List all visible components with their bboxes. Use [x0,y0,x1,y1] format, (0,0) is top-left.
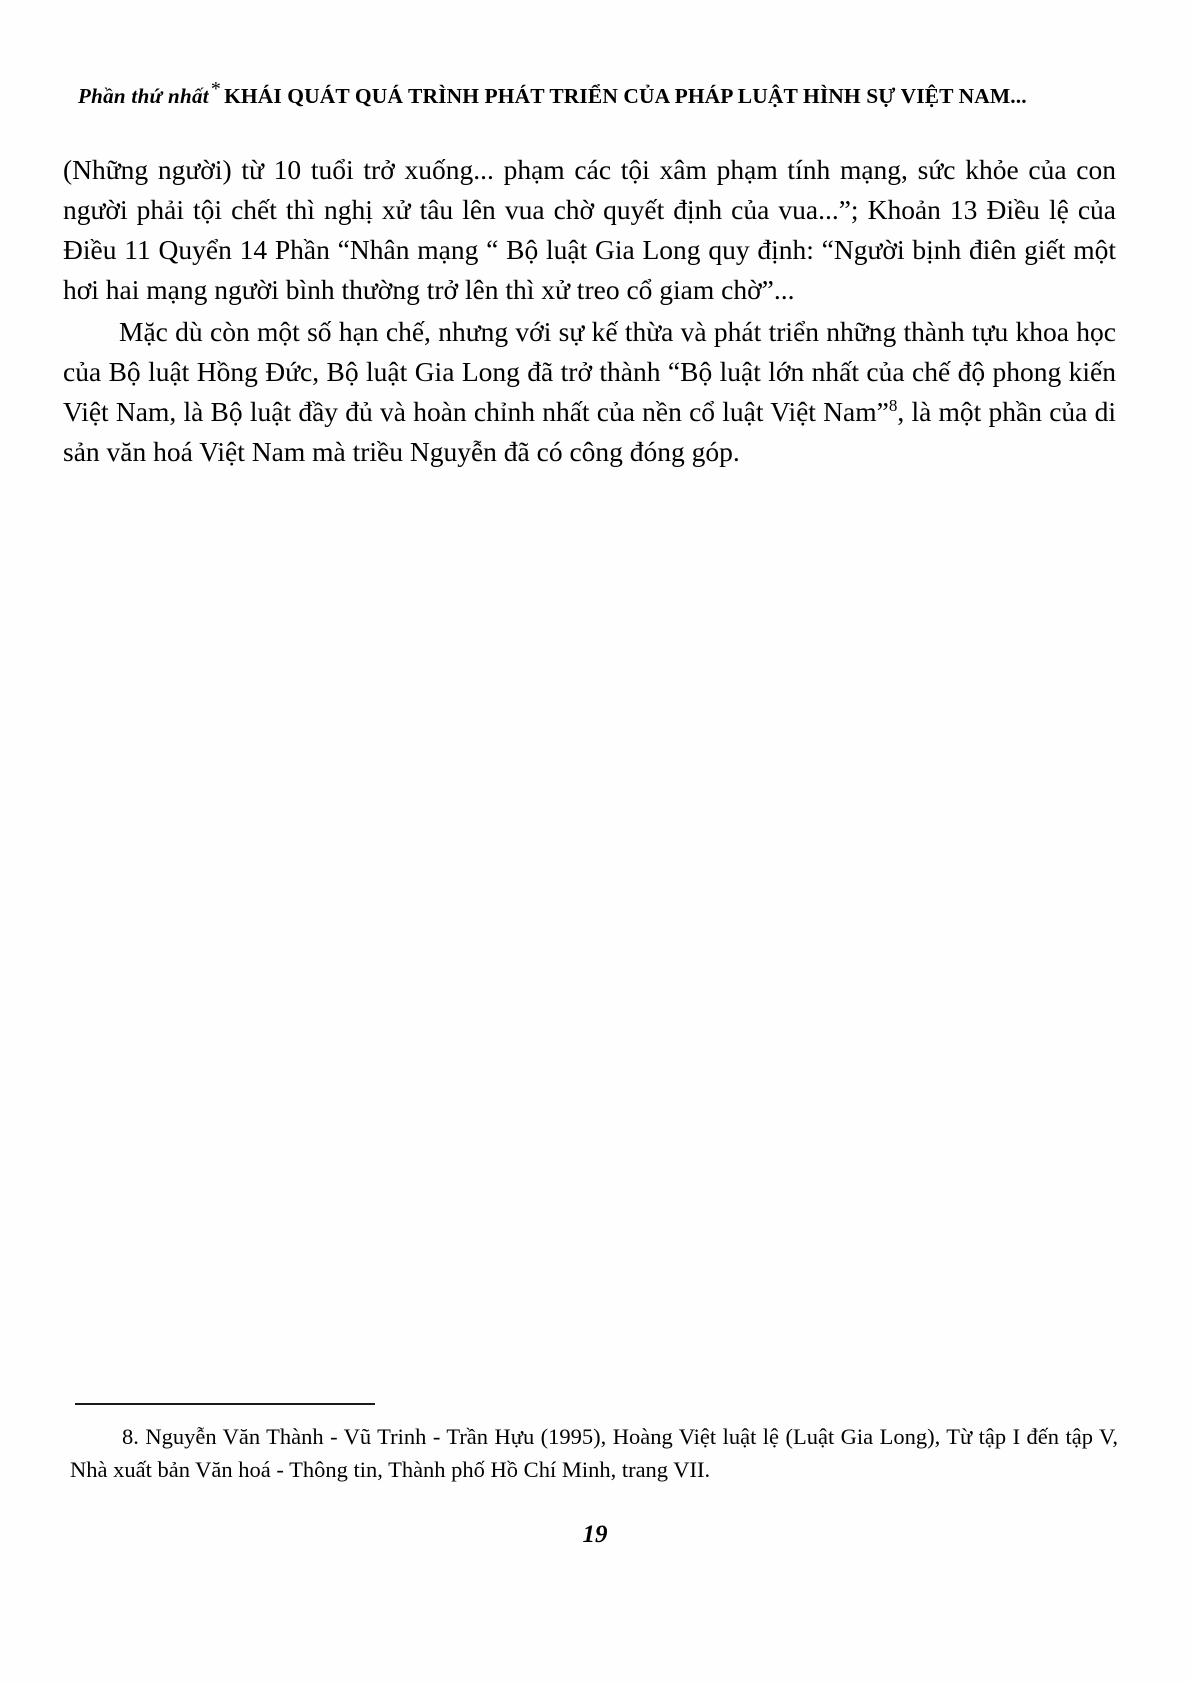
footnote-block [70,1420,1118,1486]
paragraph-2-text-before-footnote: Mặc dù còn một số hạn chế, nhưng với sự kế thừa và phát triển những thành tựu khoa học của Bộ luật Hồng Đức, Bộ luật Gia Long đã trở thành “Bộ luật lớn nhất của chế độ phong kiến Việt Nam, là Bộ luật đầy đủ và hoàn chỉnh nhất của nền cổ luật Việt Nam” [63,316,1116,427]
asterisk-icon: * [210,78,222,100]
running-header-title: KHÁI QUÁT QUÁ TRÌNH PHÁT TRIỂN CỦA PHÁP LUẬT HÌNH SỰ VIỆT NAM... [224,84,1027,109]
paragraph-1: (Những người) từ 10 tuổi trở xuống... phạm các tội xâm phạm tính mạng, sức khỏe của con người phải tội chết thì nghị xử tâu lên vua chờ quyết định của vua...”; Khoản 13 Điều lệ của Điều 11 Quyển 14 Phần “Nhân mạng “ Bộ luật Gia Long quy định: “Người bịnh điên giết một hơi hai mạng người bình thường trở lên thì xử treo cổ giam chờ”... [63,154,1116,305]
paragraph-2-text-after-footnote: , là một phần của di sản văn hoá Việt Nam mà triều Nguyễn đã có công đóng góp. [63,396,1116,467]
body-content [63,150,1116,472]
footnote-text: 8. Nguyễn Văn Thành - Vũ Trinh - Trần Hựu (1995), Hoàng Việt luật lệ (Luật Gia Long), Từ tập I đến tập V, Nhà xuất bản Văn hoá - Thông tin, Thành phố Hồ Chí Minh, trang VII. [70,1424,1118,1482]
part-label: Phần thứ nhất [78,84,209,109]
page-number: 19 [582,1521,608,1548]
footnote-divider [75,1403,375,1405]
running-header-line [78,78,1118,109]
paragraph-2 [63,312,1116,472]
footnote-marker: 8 [888,395,898,415]
running-header [78,78,1118,109]
